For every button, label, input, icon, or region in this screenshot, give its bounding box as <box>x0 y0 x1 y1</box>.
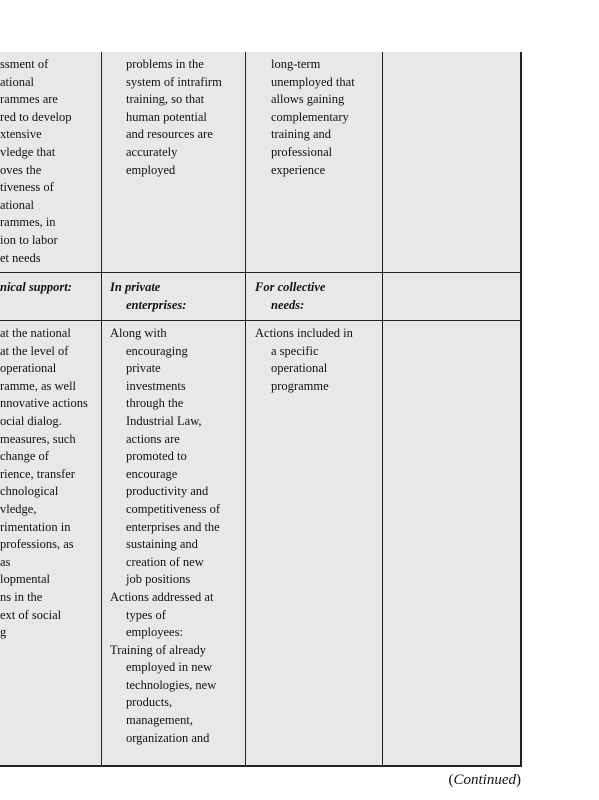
cell-line: rammes are <box>0 92 58 107</box>
cell-row1-col1 <box>0 56 72 267</box>
cell-line: as <box>0 554 11 569</box>
cell-line: ramme, as well <box>0 378 77 393</box>
cell-line: through the <box>126 396 184 411</box>
cell-line: experience <box>271 162 326 177</box>
cell-line: In private <box>110 280 161 294</box>
cell-line: lopmental <box>0 572 50 587</box>
cell-line: ext of social <box>0 607 62 622</box>
row-divider <box>0 272 522 273</box>
cell-row1-col3 <box>255 56 355 179</box>
cell-line: investments <box>126 378 186 393</box>
cell-row2-col1 <box>0 279 72 297</box>
cell-line: complementary <box>271 109 349 124</box>
cell-row3-col1 <box>0 325 88 642</box>
cell-line: Industrial Law, <box>126 413 202 428</box>
cell-line: enterprises and the <box>126 519 220 534</box>
cell-line: measures, such <box>0 431 76 446</box>
cell-line: actions are <box>126 431 180 446</box>
cell-line: creation of new <box>126 554 204 569</box>
continued-label: Continued <box>453 772 516 788</box>
cell-line: accurately <box>126 144 178 159</box>
cell-line: encourage <box>126 466 178 481</box>
cell-line: change of <box>0 449 49 464</box>
cell-row2-col3 <box>255 279 325 314</box>
cell-line: et needs <box>0 250 41 265</box>
cell-line: job positions <box>126 572 191 587</box>
cell-line: at the national <box>0 326 71 340</box>
cell-line: unemployed that <box>271 74 355 89</box>
table-bottom-border <box>0 765 522 767</box>
cell-line: encouraging <box>126 343 188 358</box>
cell-line: productivity and <box>126 484 209 499</box>
cell-line: ssment of <box>0 57 49 71</box>
cell-row3-col2 <box>110 325 220 747</box>
cell-line: human potential <box>126 109 207 124</box>
cell-line: Training of already <box>110 642 207 657</box>
cell-line: oves the <box>0 162 42 177</box>
cell-line: red to develop <box>0 109 72 124</box>
column-divider <box>101 52 102 766</box>
cell-line: training and <box>271 127 332 142</box>
cell-line: rimentation in <box>0 519 71 534</box>
cell-line: types of <box>126 607 166 622</box>
column-divider <box>382 52 383 766</box>
cell-line: rience, transfer <box>0 466 75 481</box>
cell-line: Actions addressed at <box>110 589 214 604</box>
cell-line: private <box>126 361 161 376</box>
cell-line: For collective <box>255 280 326 294</box>
cell-line: at the level of <box>0 343 69 358</box>
cell-line: employed in new <box>126 660 213 675</box>
cell-line: organization and <box>126 730 210 745</box>
cell-line: problems in the <box>126 57 204 71</box>
cell-line: needs: <box>271 297 305 312</box>
cell-line: allows gaining <box>271 92 345 107</box>
cell-line: nical support: <box>0 280 72 294</box>
cell-line: management, <box>126 713 193 728</box>
cell-line: professions, as <box>0 537 74 552</box>
cell-line: ion to labor <box>0 232 58 247</box>
cell-line: chnological <box>0 484 59 499</box>
cell-line: nnovative actions <box>0 396 88 411</box>
cell-line: long-term <box>271 57 321 71</box>
cell-line: competitiveness of <box>126 501 221 516</box>
cell-line: ocial dialog. <box>0 413 62 428</box>
cell-line: training, so that <box>126 92 205 107</box>
cell-line: a specific <box>271 343 319 358</box>
cell-line: vledge that <box>0 144 56 159</box>
cell-line: technologies, new <box>126 677 217 692</box>
cell-line: sustaining and <box>126 537 198 552</box>
cell-line: g <box>0 625 7 640</box>
cell-line: ational <box>0 197 35 212</box>
continued-note: (Continued) <box>448 772 521 788</box>
cell-line: rammes, in <box>0 215 56 230</box>
column-divider <box>245 52 246 766</box>
cell-line: operational <box>0 361 57 376</box>
cell-line: products, <box>126 695 173 710</box>
cell-line: ational <box>0 74 35 89</box>
cell-line: tiveness of <box>0 180 54 195</box>
cell-line: operational <box>271 361 328 376</box>
cell-line: Actions included in <box>255 326 353 340</box>
cell-line: Along with <box>110 326 167 340</box>
cell-line: enterprises: <box>126 297 187 312</box>
cell-line: promoted to <box>126 449 187 464</box>
cell-line: employed <box>126 162 176 177</box>
cell-line: programme <box>271 378 329 393</box>
cell-line: system of intrafirm <box>126 74 222 89</box>
table-right-border <box>520 52 522 767</box>
cell-line: vledge, <box>0 501 37 516</box>
cell-line: employees: <box>126 625 183 640</box>
cell-row2-col2 <box>110 279 186 314</box>
row-divider <box>0 320 522 321</box>
cell-row3-col3 <box>255 325 353 395</box>
cell-row1-col2 <box>110 56 222 179</box>
cell-line: xtensive <box>0 127 42 142</box>
cell-line: ns in the <box>0 589 43 604</box>
cell-line: and resources are <box>126 127 213 142</box>
cell-line: professional <box>271 144 333 159</box>
